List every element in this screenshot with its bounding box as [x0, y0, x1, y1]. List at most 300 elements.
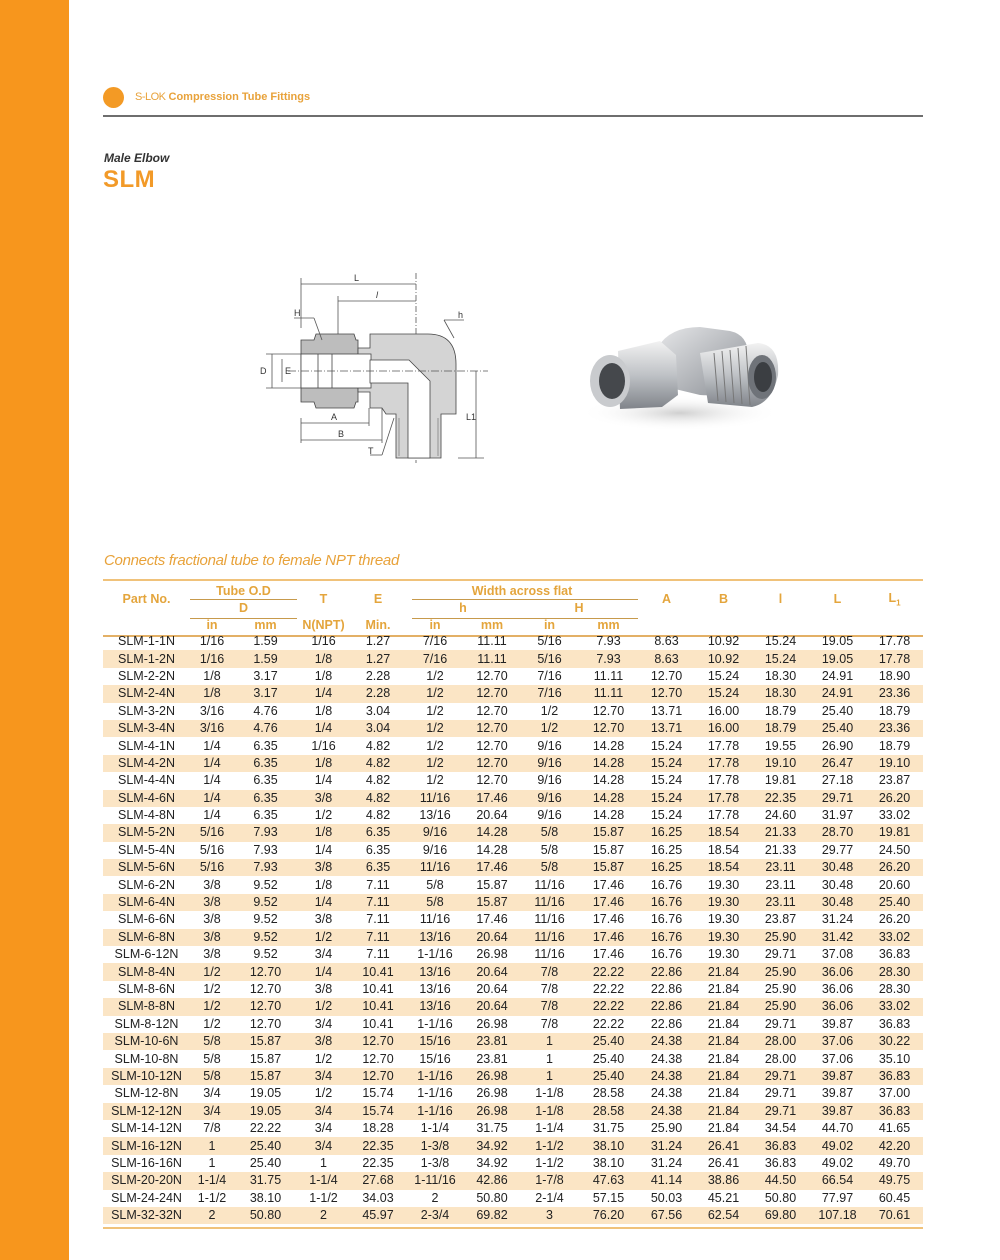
cell-a: 22.86: [638, 998, 695, 1015]
table-row: [103, 946, 923, 963]
cell-t-npt: 1-1/4: [297, 1172, 350, 1189]
cell-e-min: 6.35: [350, 824, 406, 841]
cell-H-mm: 25.40: [579, 1068, 638, 1085]
cell-h-in: 13/16: [419, 982, 451, 996]
cell-tube-od-in: 1/16: [199, 634, 225, 649]
cell-e-min: 4.82: [350, 755, 406, 772]
cell-h-in: 2-3/4: [406, 1207, 464, 1224]
cell-h-mm: 20.64: [464, 929, 520, 946]
cell-h-in: 1/2: [406, 685, 464, 702]
cell-H-mm: 14.28: [579, 790, 638, 807]
cell-tube-od-mm: 1.59: [234, 650, 297, 667]
cell-l-small: 21.33: [764, 842, 797, 857]
cell-part-no: SLM-5-2N: [103, 824, 190, 841]
table-row: [103, 1172, 923, 1189]
cell-l: 77.97: [821, 1190, 854, 1205]
cell-e-min: 4.82: [365, 738, 391, 753]
cell-l1: 37.00: [878, 1086, 911, 1101]
cell-b: 10.92: [707, 634, 740, 649]
cell-l-small: 25.90: [752, 929, 809, 946]
cell-l-small: 29.71: [752, 1068, 809, 1085]
cell-a: 16.76: [650, 877, 683, 892]
cell-tube-od-in: 5/16: [190, 824, 234, 841]
cell-t-npt: 3/4: [314, 947, 333, 962]
cell-h-mm: 17.46: [464, 859, 520, 876]
cell-l-small: 34.54: [764, 1121, 797, 1136]
cell-part-no: SLM-8-4N: [103, 963, 190, 980]
cell-tube-od-in: 1/4: [190, 790, 234, 807]
cell-l-small: 44.50: [752, 1172, 809, 1189]
cell-h-in: 15/16: [406, 1033, 464, 1050]
cell-e-min: 22.35: [350, 1137, 406, 1154]
cell-l1: 18.79: [878, 703, 911, 718]
cell-a: 15.24: [638, 790, 695, 807]
cell-t-npt: 1/16: [311, 738, 336, 753]
cell-a: 12.70: [650, 668, 683, 683]
cell-b: 17.78: [695, 755, 752, 772]
cell-H-mm: 14.28: [592, 808, 625, 823]
cell-tube-od-mm: 4.76: [253, 703, 278, 718]
cell-l-small: 23.11: [765, 877, 796, 892]
dim-label-A: A: [331, 412, 338, 422]
cell-b: 18.54: [695, 859, 752, 876]
cell-l1: 36.83: [866, 1068, 923, 1085]
cell-e-min: 15.74: [362, 1086, 394, 1101]
cell-h-in: 1-11/16: [406, 1172, 464, 1189]
cell-H-in: 2-1/4: [535, 1190, 564, 1205]
cell-b: 26.41: [695, 1137, 752, 1154]
product-photo: [580, 305, 790, 435]
cell-h-mm: 12.70: [476, 668, 508, 683]
cell-l-small: 25.90: [752, 998, 809, 1015]
cell-a: 67.56: [638, 1207, 695, 1224]
cell-e-min: 4.82: [365, 773, 391, 788]
table-row: [103, 685, 923, 702]
cell-h-mm: 23.81: [476, 1051, 508, 1066]
cell-tube-od-in: 3/16: [199, 703, 225, 718]
cell-tube-od-in: 1-1/4: [190, 1172, 234, 1189]
table-row: [103, 807, 923, 824]
cell-h-mm: 12.70: [476, 773, 508, 788]
cell-l: 39.87: [821, 1016, 854, 1031]
cell-tube-od-mm: 7.93: [253, 842, 278, 857]
dim-label-B: B: [338, 429, 345, 439]
cell-h-in: 1-3/8: [406, 1137, 464, 1154]
cell-tube-od-mm: 4.76: [234, 720, 297, 737]
cell-H-mm: 47.63: [579, 1172, 638, 1189]
cell-l-small: 25.90: [752, 963, 809, 980]
cell-tube-od-mm: 31.75: [234, 1172, 297, 1189]
cell-a: 15.24: [650, 808, 683, 823]
cell-l-small: 19.55: [764, 738, 797, 753]
cell-a: 16.25: [638, 859, 695, 876]
col-header-h-small: h: [459, 600, 467, 615]
cell-t-npt: 1/4: [297, 720, 350, 737]
cell-t-npt: 1/2: [297, 998, 350, 1015]
cell-tube-od-mm: 9.52: [253, 912, 278, 927]
col-header-l: L: [833, 592, 842, 606]
cell-h-mm: 15.87: [476, 877, 508, 892]
cell-tube-od-mm: 12.70: [249, 1016, 282, 1031]
cell-b: 21.84: [695, 998, 752, 1015]
cell-l: 30.48: [809, 894, 866, 911]
table-row: [103, 998, 923, 1015]
cell-b: 21.84: [707, 1016, 740, 1031]
cell-t-npt: 1/8: [314, 668, 333, 683]
unit-blank: [638, 616, 923, 633]
cell-tube-od-in: 1/4: [203, 808, 221, 823]
table-row: [103, 876, 923, 893]
cell-b: 38.86: [695, 1172, 752, 1189]
cell-tube-od-mm: 25.40: [234, 1137, 297, 1154]
cell-l: 49.02: [821, 1155, 854, 1170]
cell-l1: 49.70: [878, 1155, 911, 1170]
cell-a: 22.86: [638, 963, 695, 980]
cell-a: 16.76: [650, 947, 683, 962]
cell-H-in: 1: [520, 1033, 579, 1050]
cell-part-no: SLM-16-12N: [103, 1137, 190, 1154]
cell-a: 15.24: [650, 738, 683, 753]
cell-tube-od-in: 1-1/2: [197, 1190, 227, 1205]
cell-b: 21.84: [707, 1051, 740, 1066]
cell-a: 24.38: [650, 1051, 683, 1066]
cell-h-in: 1/2: [426, 668, 444, 683]
cell-l1: 23.36: [866, 720, 923, 737]
cell-l1: 25.40: [866, 894, 923, 911]
cell-H-mm: 22.22: [592, 1016, 625, 1031]
cell-part-no: SLM-6-4N: [103, 894, 190, 911]
cell-tube-od-in: 3/8: [203, 947, 221, 962]
cell-l: 31.42: [809, 929, 866, 946]
cell-H-mm: 28.58: [592, 1086, 625, 1101]
cell-a: 15.24: [638, 755, 695, 772]
cell-part-no: SLM-5-4N: [118, 842, 175, 857]
cell-tube-od-in: 3/16: [190, 720, 234, 737]
cell-l-small: 19.10: [752, 755, 809, 772]
cell-tube-od-in: 1/2: [190, 963, 234, 980]
table-row: [103, 650, 923, 667]
cell-a: 13.71: [650, 703, 683, 718]
cell-e-min: 18.28: [362, 1121, 394, 1136]
cell-H-mm: 14.28: [592, 738, 625, 753]
cell-a: 22.86: [650, 1016, 683, 1031]
cell-tube-od-mm: 15.87: [234, 1033, 297, 1050]
cell-h-in: 7/16: [422, 634, 448, 649]
cell-l-small: 18.30: [752, 685, 809, 702]
cell-H-mm: 7.93: [596, 634, 621, 649]
cell-l: 26.47: [809, 755, 866, 772]
dim-label-l: l: [376, 290, 378, 300]
cell-H-mm: 15.87: [579, 824, 638, 841]
cell-l: 26.90: [821, 738, 854, 753]
cell-l-small: 21.33: [752, 824, 809, 841]
cell-tube-od-in: 7/8: [203, 1121, 221, 1136]
cell-h-mm: 26.98: [476, 1086, 508, 1101]
cell-h-mm: 20.64: [476, 808, 508, 823]
dim-label-L: L: [354, 273, 360, 283]
table-row: [103, 1050, 923, 1067]
cell-H-in: 1-1/2: [520, 1137, 579, 1154]
cell-a: 22.86: [650, 982, 683, 996]
cell-t-npt: 1/2: [297, 929, 350, 946]
cell-a: 16.25: [650, 842, 683, 857]
unit-mm: mm: [597, 617, 620, 632]
cell-h-mm: 12.70: [464, 685, 520, 702]
cell-b: 18.54: [695, 824, 752, 841]
cell-l1: 33.02: [878, 808, 911, 823]
cell-t-npt: 3/8: [314, 912, 333, 927]
brand-title: [135, 91, 310, 103]
cell-tube-od-in: 1/4: [203, 738, 221, 753]
cell-b: 15.24: [707, 668, 740, 683]
cell-t-npt: 1/16: [311, 634, 336, 649]
table-row: [103, 755, 923, 772]
cell-h-mm: 26.98: [464, 1103, 520, 1120]
table-row: [103, 1068, 923, 1085]
cell-e-min: 10.41: [350, 963, 406, 980]
cell-e-min: 7.11: [366, 947, 390, 962]
cell-l1: 60.45: [878, 1190, 911, 1205]
cell-h-in: 7/16: [406, 650, 464, 667]
cell-b: 17.78: [707, 773, 740, 788]
cell-l-small: 28.00: [764, 1051, 797, 1066]
cell-H-in: 7/8: [520, 998, 579, 1015]
cell-l: 66.54: [809, 1172, 866, 1189]
cell-tube-od-in: 5/16: [190, 859, 234, 876]
cell-l-small: 18.79: [752, 720, 809, 737]
cell-H-in: 7/8: [540, 982, 559, 996]
cell-t-npt: 1/8: [297, 824, 350, 841]
unit-mm: mm: [480, 617, 504, 632]
cell-tube-od-mm: 15.87: [234, 1068, 297, 1085]
cell-part-no: SLM-3-4N: [103, 720, 190, 737]
cell-l: 28.70: [809, 824, 866, 841]
cell-H-in: 9/16: [520, 755, 579, 772]
cell-t-npt: 1/8: [297, 650, 350, 667]
cell-tube-od-mm: 3.17: [234, 685, 297, 702]
cell-e-min: 7.11: [350, 929, 406, 946]
cell-e-min: 1.27: [350, 650, 406, 667]
cell-a: 50.03: [650, 1190, 683, 1205]
cell-tube-od-in: 5/16: [199, 842, 225, 857]
cell-l: 49.02: [809, 1137, 866, 1154]
cell-tube-od-in: 1/2: [203, 982, 221, 996]
cell-a: 8.63: [654, 634, 679, 649]
cell-l1: 17.78: [866, 650, 923, 667]
cell-t-npt: 2: [297, 1207, 350, 1224]
cell-l1: 49.75: [866, 1172, 923, 1189]
cell-h-in: 15/16: [419, 1051, 451, 1066]
cell-part-no: SLM-10-12N: [103, 1068, 190, 1085]
cell-l-small: 29.71: [764, 947, 797, 962]
cell-H-in: 3: [520, 1207, 579, 1224]
cell-h-mm: 11.11: [464, 650, 520, 667]
col-header-l1-sub: 1: [896, 598, 901, 608]
cell-l1: 19.10: [866, 755, 923, 772]
cell-H-in: 1-7/8: [520, 1172, 579, 1189]
cell-h-in: 9/16: [406, 824, 464, 841]
col-header-l-small: l: [778, 592, 783, 606]
table-row: [103, 1103, 923, 1120]
cell-H-mm: 15.87: [579, 859, 638, 876]
cell-H-in: 1/2: [520, 720, 579, 737]
col-header-l1: [866, 579, 923, 616]
cell-b: 10.92: [695, 650, 752, 667]
cell-t-npt: 1/4: [314, 842, 333, 857]
cell-b: 19.30: [707, 912, 740, 927]
cell-H-mm: 38.10: [592, 1155, 625, 1170]
cell-l-small: 28.00: [752, 1033, 809, 1050]
cell-a: 16.76: [638, 894, 695, 911]
cell-t-npt: 1: [320, 1155, 327, 1170]
cell-part-no: SLM-1-1N: [118, 634, 175, 649]
cell-l-small: 19.81: [764, 773, 797, 788]
header-divider: [103, 115, 923, 117]
cell-l1: 18.90: [878, 668, 911, 683]
cell-part-no: SLM-12-8N: [114, 1086, 179, 1101]
cell-part-no: SLM-4-2N: [103, 755, 190, 772]
cell-l1: 35.10: [878, 1051, 911, 1066]
cell-tube-od-in: 1/16: [190, 650, 234, 667]
cell-t-npt: 1/2: [314, 1051, 333, 1066]
cell-part-no: SLM-2-4N: [103, 685, 190, 702]
cell-tube-od-mm: 9.52: [253, 947, 278, 962]
cell-l-small: 18.79: [764, 703, 797, 718]
cell-tube-od-mm: 9.52: [234, 894, 297, 911]
cell-tube-od-mm: 9.52: [234, 929, 297, 946]
cell-H-in: 7/8: [540, 1016, 559, 1031]
cell-l: 39.87: [809, 1068, 866, 1085]
cell-l1: 26.20: [878, 912, 911, 927]
cell-l1: 26.20: [866, 859, 923, 876]
table-row: [103, 1190, 923, 1207]
col-header-a: A: [661, 592, 672, 606]
cell-H-mm: 17.46: [592, 912, 625, 927]
cell-t-npt: 3/8: [297, 859, 350, 876]
unit-in: in: [206, 617, 218, 632]
cell-e-min: 12.70: [362, 1051, 394, 1066]
cell-l: 27.18: [821, 773, 854, 788]
cell-l: 39.87: [809, 1103, 866, 1120]
cell-tube-od-in: 3/8: [190, 894, 234, 911]
cell-h-in: 11/16: [419, 912, 451, 927]
cell-tube-od-in: 3/8: [203, 912, 221, 927]
cell-l-small: 23.11: [752, 894, 809, 911]
col-header-t: T: [319, 592, 328, 606]
dim-label-h: h: [458, 310, 464, 320]
cell-b: 17.78: [707, 808, 740, 823]
cell-tube-od-mm: 12.70: [234, 998, 297, 1015]
table-row: [103, 911, 923, 928]
cell-l1: 30.22: [866, 1033, 923, 1050]
cell-e-min: 10.41: [362, 982, 394, 996]
cell-part-no: SLM-8-12N: [114, 1016, 179, 1031]
cell-a: 16.76: [650, 912, 683, 927]
cell-l: 36.06: [821, 982, 854, 996]
cell-h-in: 1/2: [406, 720, 464, 737]
cell-t-npt: 1/8: [297, 755, 350, 772]
cell-l1: 20.60: [878, 877, 911, 892]
product-caption: Connects fractional tube to female NPT thread: [104, 552, 399, 569]
cell-l: 107.18: [809, 1207, 866, 1224]
cell-a: 31.24: [638, 1137, 695, 1154]
cell-e-min: 10.41: [362, 1016, 394, 1031]
cell-H-in: 1-1/2: [535, 1155, 564, 1170]
cell-l-small: 25.90: [764, 982, 797, 996]
cell-tube-od-in: 1: [208, 1155, 216, 1170]
cell-H-in: 11/16: [534, 947, 565, 962]
cell-l: 37.08: [821, 947, 854, 962]
cell-t-npt: 1-1/2: [309, 1190, 338, 1205]
cell-H-in: 9/16: [537, 773, 562, 788]
cell-l1: 26.20: [866, 790, 923, 807]
cell-tube-od-in: 1/4: [190, 755, 234, 772]
cell-e-min: 7.11: [350, 894, 406, 911]
cell-h-in: 11/16: [406, 859, 464, 876]
cell-tube-od-mm: 19.05: [234, 1103, 297, 1120]
cell-tube-od-mm: 19.05: [249, 1086, 282, 1101]
cell-H-in: 11/16: [534, 877, 565, 892]
cell-e-min: 27.68: [350, 1172, 406, 1189]
cell-H-mm: 22.22: [579, 998, 638, 1015]
cell-b: 19.30: [707, 947, 740, 962]
cell-h-mm: 14.28: [464, 824, 520, 841]
cell-H-in: 1-1/8: [535, 1086, 564, 1101]
cell-H-in: 5/8: [520, 824, 579, 841]
cell-b: 26.41: [707, 1155, 740, 1170]
cell-tube-od-mm: 6.35: [253, 738, 278, 753]
brand-dot-icon: [103, 87, 124, 108]
cell-l1: 42.20: [866, 1137, 923, 1154]
cell-a: 8.63: [638, 650, 695, 667]
cell-tube-od-mm: 6.35: [253, 808, 278, 823]
col-header-tube-od: Tube O.D: [216, 583, 271, 598]
cell-l1: 33.02: [866, 998, 923, 1015]
product-subtitle: Male Elbow: [104, 151, 170, 165]
cell-H-mm: 17.46: [592, 877, 625, 892]
cell-h-mm: 14.28: [476, 842, 508, 857]
cell-H-mm: 31.75: [592, 1121, 625, 1136]
table-row: [103, 1155, 923, 1172]
cell-h-mm: 26.98: [476, 947, 508, 962]
cell-H-in: 1: [546, 1051, 553, 1066]
cell-b: 62.54: [695, 1207, 752, 1224]
table-row: [103, 1085, 923, 1102]
cell-tube-od-mm: 6.35: [234, 790, 297, 807]
cell-tube-od-in: 1/2: [190, 998, 234, 1015]
cell-H-mm: 57.15: [592, 1190, 625, 1205]
cell-a: 13.71: [638, 720, 695, 737]
brand-title-text: Compression Tube Fittings: [168, 91, 311, 103]
cell-tube-od-mm: 12.70: [234, 963, 297, 980]
cell-H-mm: 11.11: [579, 685, 638, 702]
cell-tube-od-mm: 9.52: [253, 877, 278, 892]
cell-tube-od-mm: 38.10: [249, 1190, 282, 1205]
cell-l-small: 15.24: [764, 634, 797, 649]
cell-e-min: 22.35: [362, 1155, 394, 1170]
cell-t-npt: 1/4: [297, 894, 350, 911]
unit-in: in: [429, 617, 441, 632]
cell-h-in: 2: [431, 1190, 439, 1205]
cell-tube-od-in: 5/8: [203, 1051, 221, 1066]
col-header-h: H: [574, 600, 584, 615]
cell-tube-od-mm: 1.59: [253, 634, 278, 649]
cell-H-mm: 17.46: [579, 929, 638, 946]
dim-label-H: H: [294, 308, 301, 318]
table-row: [103, 790, 923, 807]
cell-h-in: 1-1/16: [406, 1103, 464, 1120]
cell-b: 45.21: [707, 1190, 740, 1205]
